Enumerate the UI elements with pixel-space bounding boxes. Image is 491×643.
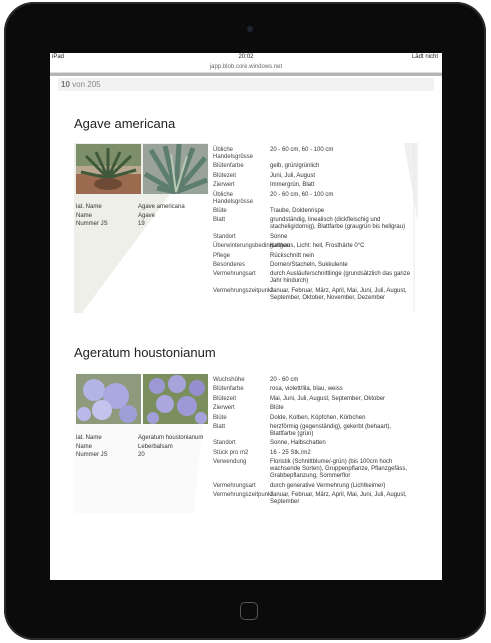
name-key: lat. Name [76, 435, 102, 441]
name-row [76, 434, 203, 443]
property-value: Rückschnitt nein [270, 252, 315, 259]
property-row [213, 208, 415, 215]
property-key: Standort [213, 440, 236, 447]
name-value: 19 [138, 221, 145, 227]
carrier-label: iPad [52, 54, 65, 60]
property-value: 20 - 60 cm [270, 377, 299, 383]
property-value: Immergrün, Blatt [270, 182, 315, 189]
property-table [213, 377, 415, 508]
property-row [213, 386, 415, 393]
property-value: Sonne, Halbschatten [270, 440, 326, 447]
property-value: Januar, Februar, März, April, Mai, Juni, Juli, August, September, Oktober, November, Dezember [270, 287, 407, 301]
name-row [76, 451, 203, 460]
property-key: Übliche Handelsgrösse [213, 147, 254, 160]
property-value: gelb, grün/grünlich [270, 163, 320, 170]
property-row [213, 288, 415, 302]
property-row [213, 217, 415, 231]
name-key: lat. Name [76, 204, 102, 210]
property-key: Vermehrungszeitpunkt [213, 287, 273, 294]
property-value: Blüte [270, 405, 284, 412]
property-row [213, 459, 415, 480]
property-row [213, 163, 415, 170]
plant-names [76, 203, 185, 229]
plant-names [76, 434, 203, 460]
property-key: Blütezeit [213, 172, 237, 179]
property-key: Stück pro m2 [213, 449, 249, 456]
property-key: Vermehrungszeitpunkt [213, 491, 273, 498]
property-value: durch generative Vermehrung (Lichtkeimer) [270, 482, 386, 489]
property-row [213, 173, 415, 180]
property-row [213, 377, 415, 384]
name-value: Ageratum houstonianum [138, 435, 204, 441]
property-value: herzförmig (gegenständig), gekerbt (behaart), Blattfarbe (grün) [270, 423, 392, 437]
agave-photo-1 [76, 144, 141, 194]
property-value: 20 - 60 cm, 60 - 100 cm [270, 191, 334, 198]
name-row [76, 443, 203, 452]
camera-icon [247, 26, 253, 32]
property-key: Zierwert [213, 405, 235, 412]
name-key: Nummer JS [76, 452, 108, 458]
property-value: Januar, Februar, März, April, Mai, Juni, Juli, August, September [270, 491, 407, 505]
property-row [213, 271, 415, 285]
name-key: Nummer JS [76, 221, 108, 227]
ageratum-photo-2 [143, 374, 208, 424]
property-row [213, 234, 415, 241]
name-value: Leberbalsam [138, 443, 173, 450]
agave-photo-2 [143, 144, 208, 194]
property-value: Kalthaus, Licht: hell, Frosthärte 0°C [270, 243, 365, 250]
name-value: Agave [138, 212, 156, 219]
property-key: Pflege [213, 252, 231, 259]
property-row [213, 415, 415, 422]
name-key: Name [76, 443, 93, 450]
property-key: Blatt [213, 217, 226, 224]
name-row [76, 212, 185, 221]
clock: 20:02 [238, 54, 254, 60]
property-row [213, 147, 415, 161]
property-row [213, 405, 415, 412]
property-row [213, 243, 415, 250]
ageratum-photo-1 [76, 374, 141, 424]
screen [50, 53, 442, 580]
property-key: Zierwert [213, 182, 235, 189]
name-value: 20 [138, 452, 145, 458]
property-value: Dolde, Kolben, Köpfchen, Körbchen [270, 414, 366, 421]
property-key: Verwendung [213, 459, 247, 466]
property-key: Überwinterungsbedingungen [213, 243, 290, 250]
property-value: 20 - 60 cm, 60 - 100 cm [270, 147, 334, 153]
address-bar[interactable]: japp.blob.core.windows.net [50, 62, 442, 73]
name-key: Name [76, 212, 93, 219]
property-key: Übliche Handelsgrösse [213, 191, 254, 205]
property-key: Besonderes [213, 261, 246, 268]
home-button[interactable] [240, 602, 258, 620]
property-key: Blatt [213, 423, 226, 430]
property-row [213, 483, 415, 490]
property-value: grundständig, linealisch (dickfleischig und stachelig/dornig), Blattfarbe (graugrün bis hellgrau) [270, 217, 406, 231]
property-value: Dornen/Stacheln, Sukkulente [270, 261, 348, 268]
property-value: Floristik (Schnittblume/-grün) (bis 100cm hoch wachsende Sorten), Gruppenpflanze, Pflanzgefäss, Grabbepflanzung, Sommerflor [270, 459, 408, 480]
property-row [213, 450, 415, 457]
property-value: Juni, Juli, August [270, 172, 316, 179]
property-value: 16 - 25 Stk./m2 [270, 449, 311, 456]
property-key: Wuchshöhe [213, 377, 245, 383]
property-key: Vermehrungsart [213, 482, 256, 489]
property-table [213, 147, 415, 304]
property-key: Blüte [213, 414, 227, 421]
property-row [213, 262, 415, 269]
property-row [213, 396, 415, 403]
property-value: Sonne [270, 233, 288, 240]
name-value: Agave americana [138, 204, 185, 210]
property-key: Blüte [213, 207, 227, 214]
page-total: von 205 [69, 80, 101, 89]
plant-title: Agave americana [74, 116, 176, 131]
property-value: durch Ausläuferschnittlinge (grundsätzlich das ganze Jahr hindurch) [270, 271, 411, 285]
property-row [213, 424, 415, 438]
property-row [213, 440, 415, 447]
plant-title: Ageratum houstonianum [74, 345, 216, 360]
page-counter [58, 78, 434, 91]
property-key: Vermehrungsart [213, 271, 256, 278]
property-key: Blütenfarbe [213, 386, 244, 393]
status-bar [50, 53, 442, 62]
property-value: rosa, violett/lila, blau, weiss [270, 386, 343, 393]
name-row [76, 203, 185, 212]
property-key: Standort [213, 233, 236, 240]
property-row [213, 182, 415, 189]
property-key: Blütezeit [213, 395, 237, 402]
name-row [76, 220, 185, 229]
page-load-bar [50, 73, 442, 76]
property-row [213, 492, 415, 506]
property-value: Mai, Juni, Juli, August, September, Oktober [270, 395, 386, 402]
property-row [213, 192, 415, 206]
property-key: Blütenfarbe [213, 163, 244, 170]
battery-status: Lädt nicht [411, 54, 438, 60]
page-current: 10 [61, 80, 70, 89]
property-value: Traube, Doldenrispe [270, 207, 325, 214]
property-row [213, 253, 415, 260]
